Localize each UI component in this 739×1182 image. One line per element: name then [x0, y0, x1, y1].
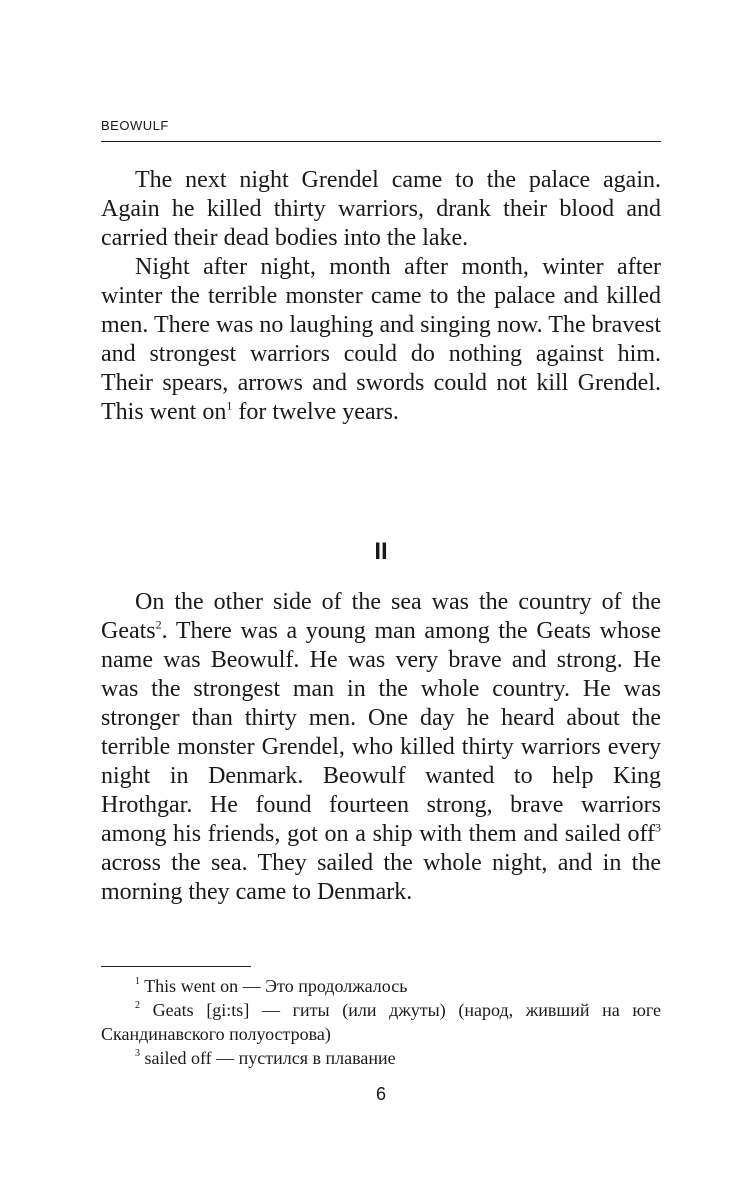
- footnote-rule: [101, 966, 251, 967]
- paragraph-2: [101, 253, 661, 427]
- footnote-1: [101, 974, 661, 998]
- footnotes: [101, 974, 661, 1070]
- footnote-2-mark: 2: [135, 1000, 140, 1011]
- paragraph-3-text-b: . There was a young man among the Geats whose name was Beowulf. He was very brave and strong. He was the strongest man in the whole country. He was stronger than thirty men. One day he heard about the terrible monster Grendel, who killed thirty warriors every night in Denmark. Beowulf wanted to help King Hrothgar. He found fourteen strong, brave warriors among his friends, got on a ship with them and sailed off: [101, 618, 661, 847]
- footnote-marker-3: 3: [655, 820, 661, 835]
- footnote-3-mark: 3: [135, 1048, 140, 1059]
- footnote-3-text: sailed off — пустился в плавание: [144, 1048, 396, 1068]
- paragraph-3: [101, 588, 661, 907]
- page-number: 6: [375, 1084, 386, 1104]
- footnote-3: [101, 1046, 661, 1070]
- paragraph-3-text-c: across the sea. They sailed the whole night, and in the morning they came to Denmark.: [101, 850, 661, 905]
- header-rule: [101, 141, 661, 142]
- footnote-2-text: Geats [gi:ts] — гиты (или джуты) (народ, живший на юге Скандинавского полуострова): [101, 1000, 662, 1044]
- footnote-marker-1: 1: [226, 398, 233, 413]
- paragraph-2-end: for twelve years.: [238, 399, 399, 425]
- paragraph-1: The next night Grendel came to the palace again. Again he killed thirty warriors, drank their blood and carried their dead bodies into the lake.: [101, 167, 661, 251]
- paragraph-2-text: Night after night, month after month, winter after winter the terrible monster came to the palace and killed men. There was no laughing and singing now. The bravest and strongest warriors could do nothing against him. Their spears, arrows and swords could not kill Grendel. This went on: [101, 254, 661, 425]
- chapter-heading: II: [374, 538, 388, 565]
- footnote-1-text: This went on — Это продолжалось: [144, 976, 408, 996]
- footnote-marker-2: 2: [155, 617, 162, 632]
- footnote-1-mark: 1: [135, 976, 140, 987]
- footnote-2: [101, 998, 661, 1046]
- text-block-top: [101, 166, 661, 427]
- text-block-chapter: [101, 588, 661, 907]
- running-head: BEOWULF: [101, 118, 169, 133]
- paragraph-3-text-a: On the other side of the sea was the country of the Geats: [101, 589, 661, 644]
